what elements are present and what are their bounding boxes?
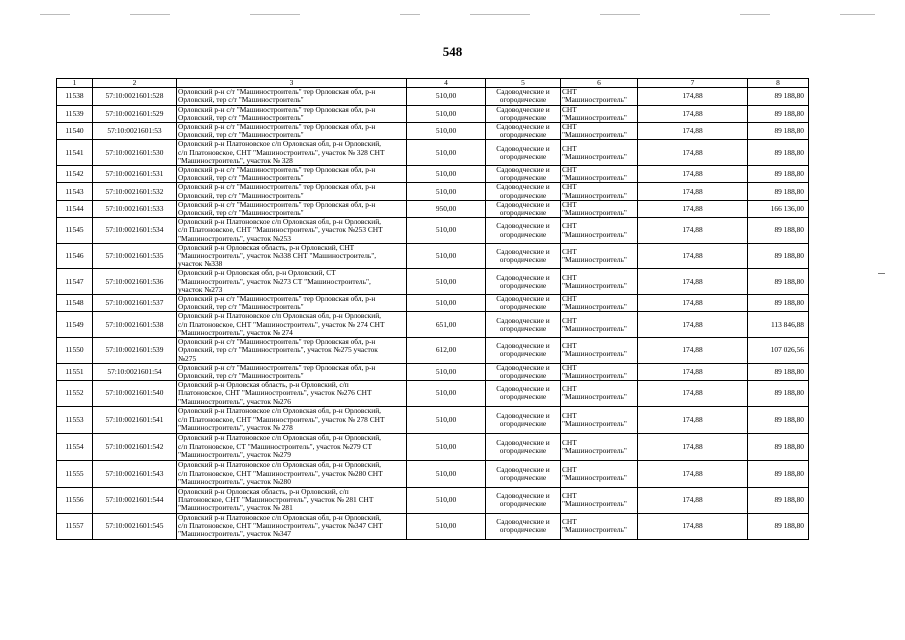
cadastral-number-cell: 57:10:0021601:534 xyxy=(93,218,177,244)
owner-cell: СНТ "Машиностроитель" xyxy=(561,460,638,487)
cadastral-rate-cell: 174,88 xyxy=(638,243,748,269)
cadastral-rate-cell: 174,88 xyxy=(638,200,748,217)
address-cell: Орловский р-н с/т "Машиностроитель" тер Орловская обл, р-н Орловский, тер с/т "Машиностроитель" xyxy=(177,105,407,122)
row-number-cell: 11545 xyxy=(57,218,93,244)
cadastral-number-cell: 57:10:0021601:541 xyxy=(93,406,177,433)
table-row xyxy=(57,295,809,312)
cadastral-rate-cell: 174,88 xyxy=(638,460,748,487)
column-header: 4 xyxy=(407,79,486,88)
cadastral-rate-cell: 174,88 xyxy=(638,487,748,513)
cadastral-rate-cell: 174,88 xyxy=(638,295,748,312)
area-cell: 651,00 xyxy=(407,312,486,338)
land-use-cell: Садоводческие и огородические xyxy=(486,200,561,217)
land-use-cell: Садоводческие и огородические xyxy=(486,269,561,295)
land-use-cell: Садоводческие и огородические xyxy=(486,218,561,244)
area-cell: 510,00 xyxy=(407,243,486,269)
cadastral-value-cell: 89 188,80 xyxy=(748,123,809,140)
row-number-cell: 11556 xyxy=(57,487,93,513)
owner-cell: СНТ "Машиностроитель" xyxy=(561,88,638,105)
cadastral-value-cell: 107 026,56 xyxy=(748,338,809,364)
scan-header-noise xyxy=(40,10,880,18)
address-cell: Орловский р-н с/т "Машиностроитель" тер Орловская обл, р-н Орловский, тер с/т "Машиностроитель" xyxy=(177,88,407,105)
table-row xyxy=(57,312,809,338)
cadastral-value-cell: 89 188,80 xyxy=(748,460,809,487)
area-cell: 510,00 xyxy=(407,513,486,539)
table-row xyxy=(57,433,809,460)
address-cell: Орловский р-н с/т "Машиностроитель" тер Орловская обл, р-н Орловский, тер с/т "Машиностроитель" xyxy=(177,166,407,183)
address-cell: Орловский р-н Орловская обл, р-н Орловский, СТ "Машиностроитель", участок №273 СТ "Машиностроитель", участок №273 xyxy=(177,269,407,295)
land-use-cell: Садоводческие и огородические xyxy=(486,363,561,380)
land-use-cell: Садоводческие и огородические xyxy=(486,460,561,487)
column-header: 6 xyxy=(561,79,638,88)
column-header: 8 xyxy=(748,79,809,88)
land-use-cell: Садоводческие и огородические xyxy=(486,487,561,513)
owner-cell: СНТ "Машиностроитель" xyxy=(561,166,638,183)
land-use-cell: Садоводческие и огородические xyxy=(486,88,561,105)
table-row xyxy=(57,183,809,200)
cadastral-value-cell: 89 188,80 xyxy=(748,406,809,433)
owner-cell: СНТ "Машиностроитель" xyxy=(561,140,638,166)
cadastral-value-cell: 89 188,80 xyxy=(748,433,809,460)
row-number-cell: 11549 xyxy=(57,312,93,338)
address-cell: Орловский р-н с/т "Машиностроитель" тер Орловская обл, р-н Орловский, тер с/т "Машиностроитель", участок №275 участок №275 xyxy=(177,338,407,364)
owner-cell: СНТ "Машиностроитель" xyxy=(561,183,638,200)
column-header: 3 xyxy=(177,79,407,88)
address-cell: Орловский р-н с/т "Машиностроитель" тер Орловская обл, р-н Орловский, тер с/т "Машиностроитель" xyxy=(177,295,407,312)
cadastral-value-cell: 89 188,80 xyxy=(748,243,809,269)
cadastral-value-cell: 89 188,80 xyxy=(748,269,809,295)
land-use-cell: Садоводческие и огородические xyxy=(486,166,561,183)
cadastral-rate-cell: 174,88 xyxy=(638,338,748,364)
row-number-cell: 11557 xyxy=(57,513,93,539)
owner-cell: СНТ "Машиностроитель" xyxy=(561,123,638,140)
cadastral-number-cell: 57:10:0021601:545 xyxy=(93,513,177,539)
table-row xyxy=(57,338,809,364)
address-cell: Орловский р-н Платоновское с/п Орловская обл, р-н Орловский, с/п Платоновское, СНТ "Машиностроитель", участок № 278 СНТ "Машиностроитель", участок № 278 xyxy=(177,406,407,433)
land-use-cell: Садоводческие и огородические xyxy=(486,140,561,166)
table-row xyxy=(57,88,809,105)
cadastral-rate-cell: 174,88 xyxy=(638,183,748,200)
table-row xyxy=(57,487,809,513)
cadastral-rate-cell: 174,88 xyxy=(638,140,748,166)
owner-cell: СНТ "Машиностроитель" xyxy=(561,295,638,312)
row-number-cell: 11538 xyxy=(57,88,93,105)
row-number-cell: 11548 xyxy=(57,295,93,312)
land-use-cell: Садоводческие и огородические xyxy=(486,123,561,140)
owner-cell: СНТ "Машиностроитель" xyxy=(561,433,638,460)
row-number-cell: 11544 xyxy=(57,200,93,217)
area-cell: 612,00 xyxy=(407,338,486,364)
cadastral-value-cell: 89 188,80 xyxy=(748,218,809,244)
cadastral-rate-cell: 174,88 xyxy=(638,166,748,183)
land-use-cell: Садоводческие и огородические xyxy=(486,338,561,364)
cadastral-number-cell: 57:10:0021601:540 xyxy=(93,381,177,407)
area-cell: 510,00 xyxy=(407,295,486,312)
owner-cell: СНТ "Машиностроитель" xyxy=(561,406,638,433)
area-cell: 510,00 xyxy=(407,363,486,380)
table-row xyxy=(57,269,809,295)
row-number-cell: 11546 xyxy=(57,243,93,269)
cadastral-value-cell: 89 188,80 xyxy=(748,295,809,312)
area-cell: 510,00 xyxy=(407,166,486,183)
owner-cell: СНТ "Машиностроитель" xyxy=(561,200,638,217)
cadastral-number-cell: 57:10:0021601:530 xyxy=(93,140,177,166)
area-cell: 510,00 xyxy=(407,487,486,513)
cadastral-number-cell: 57:10:0021601:542 xyxy=(93,433,177,460)
address-cell: Орловский р-н Орловская область, р-н Орловский, с/п Платоновское, СНТ "Машиностроитель", участок № 281 СНТ "Машиностроитель", участок № 281 xyxy=(177,487,407,513)
land-use-cell: Садоводческие и огородические xyxy=(486,183,561,200)
cadastral-rate-cell: 174,88 xyxy=(638,381,748,407)
cadastral-rate-cell: 174,88 xyxy=(638,105,748,122)
table-row xyxy=(57,243,809,269)
owner-cell: СНТ "Машиностроитель" xyxy=(561,381,638,407)
area-cell: 510,00 xyxy=(407,183,486,200)
table-row xyxy=(57,166,809,183)
area-cell: 510,00 xyxy=(407,88,486,105)
cadastral-number-cell: 57:10:0021601:543 xyxy=(93,460,177,487)
land-use-cell: Садоводческие и огородические xyxy=(486,381,561,407)
cadastral-number-cell: 57:10:0021601:529 xyxy=(93,105,177,122)
area-cell: 510,00 xyxy=(407,269,486,295)
area-cell: 510,00 xyxy=(407,381,486,407)
page-number: 548 xyxy=(442,44,463,59)
cadastral-value-cell: 89 188,80 xyxy=(748,381,809,407)
owner-cell: СНТ "Машиностроитель" xyxy=(561,269,638,295)
row-number-cell: 11552 xyxy=(57,381,93,407)
cadastral-value-cell: 89 188,80 xyxy=(748,166,809,183)
table-row xyxy=(57,381,809,407)
cadastral-number-cell: 57:10:0021601:531 xyxy=(93,166,177,183)
address-cell: Орловский р-н с/т "Машиностроитель" тер Орловская обл, р-н Орловский, тер с/т "Машиностроитель" xyxy=(177,363,407,380)
address-cell: Орловский р-н с/т "Машиностроитель" тер Орловская обл, р-н Орловский, тер с/т "Машиностроитель" xyxy=(177,200,407,217)
row-number-cell: 11539 xyxy=(57,105,93,122)
address-cell: Орловский р-н Платоновское с/п Орловская обл, р-н Орловский, с/п Платоновское, СТ "Машиностроитель", участок №279 СТ "Машиностроитель", участок №279 xyxy=(177,433,407,460)
cadastral-rate-cell: 174,88 xyxy=(638,312,748,338)
row-number-cell: 11553 xyxy=(57,406,93,433)
cadastral-rate-cell: 174,88 xyxy=(638,513,748,539)
column-number-row xyxy=(57,79,809,88)
area-cell: 510,00 xyxy=(407,218,486,244)
column-header: 1 xyxy=(57,79,93,88)
address-cell: Орловский р-н Платоновское с/п Орловская обл, р-н Орловский, с/п Платоновское, СНТ "Машиностроитель", участок №347 СНТ "Машиностроитель", участок №347 xyxy=(177,513,407,539)
scan-margin-mark xyxy=(878,273,885,274)
owner-cell: СНТ "Машиностроитель" xyxy=(561,243,638,269)
table-row xyxy=(57,140,809,166)
area-cell: 510,00 xyxy=(407,433,486,460)
land-use-cell: Садоводческие и огородические xyxy=(486,243,561,269)
owner-cell: СНТ "Машиностроитель" xyxy=(561,487,638,513)
cadastral-value-cell: 113 846,88 xyxy=(748,312,809,338)
cadastral-rate-cell: 174,88 xyxy=(638,406,748,433)
column-header: 7 xyxy=(638,79,748,88)
row-number-cell: 11550 xyxy=(57,338,93,364)
cadastral-number-cell: 57:10:0021601:533 xyxy=(93,200,177,217)
table-row xyxy=(57,460,809,487)
table-row xyxy=(57,200,809,217)
cadastral-number-cell: 57:10:0021601:53 xyxy=(93,123,177,140)
area-cell: 510,00 xyxy=(407,123,486,140)
cadastral-value-cell: 89 188,80 xyxy=(748,105,809,122)
owner-cell: СНТ "Машиностроитель" xyxy=(561,363,638,380)
row-number-cell: 11540 xyxy=(57,123,93,140)
cadastral-number-cell: 57:10:0021601:535 xyxy=(93,243,177,269)
cadastral-value-cell: 89 188,80 xyxy=(748,183,809,200)
table-body xyxy=(57,88,809,540)
address-cell: Орловский р-н с/т "Машиностроитель" тер Орловская обл, р-н Орловский, тер с/т "Машиностроитель" xyxy=(177,183,407,200)
owner-cell: СНТ "Машиностроитель" xyxy=(561,513,638,539)
cadastral-rate-cell: 174,88 xyxy=(638,433,748,460)
owner-cell: СНТ "Машиностроитель" xyxy=(561,338,638,364)
owner-cell: СНТ "Машиностроитель" xyxy=(561,312,638,338)
cadastral-rate-cell: 174,88 xyxy=(638,88,748,105)
cadastral-rate-cell: 174,88 xyxy=(638,123,748,140)
area-cell: 510,00 xyxy=(407,105,486,122)
row-number-cell: 11547 xyxy=(57,269,93,295)
area-cell: 510,00 xyxy=(407,460,486,487)
table-row xyxy=(57,513,809,539)
area-cell: 510,00 xyxy=(407,140,486,166)
land-plots-table xyxy=(56,78,809,540)
cadastral-number-cell: 57:10:0021601:539 xyxy=(93,338,177,364)
row-number-cell: 11541 xyxy=(57,140,93,166)
cadastral-number-cell: 57:10:0021601:538 xyxy=(93,312,177,338)
address-cell: Орловский р-н Орловская область, р-н Орловский, с/п Платоновское, СНТ "Машиностроитель", участок №276 СНТ "Машиностроитель", участок №276 xyxy=(177,381,407,407)
cadastral-value-cell: 89 188,80 xyxy=(748,513,809,539)
cadastral-number-cell: 57:10:0021601:537 xyxy=(93,295,177,312)
land-use-cell: Садоводческие и огородические xyxy=(486,312,561,338)
cadastral-rate-cell: 174,88 xyxy=(638,218,748,244)
table-row xyxy=(57,406,809,433)
cadastral-rate-cell: 174,88 xyxy=(638,269,748,295)
land-use-cell: Садоводческие и огородические xyxy=(486,406,561,433)
cadastral-number-cell: 57:10:0021601:536 xyxy=(93,269,177,295)
cadastral-number-cell: 57:10:0021601:528 xyxy=(93,88,177,105)
cadastral-value-cell: 166 136,00 xyxy=(748,200,809,217)
cadastral-value-cell: 89 188,80 xyxy=(748,363,809,380)
row-number-cell: 11555 xyxy=(57,460,93,487)
address-cell: Орловский р-н Платоновское с/п Орловская обл, р-н Орловский, с/п Платоновское, СНТ "Машиностроитель", участок №253 СНТ "Машиностроитель", участок №253 xyxy=(177,218,407,244)
cadastral-value-cell: 89 188,80 xyxy=(748,487,809,513)
address-cell: Орловский р-н Орловская область, р-н Орловский, СНТ "Машиностроитель", участок №338 СНТ "Машиностроитель", участок №338 xyxy=(177,243,407,269)
owner-cell: СНТ "Машиностроитель" xyxy=(561,105,638,122)
column-header: 5 xyxy=(486,79,561,88)
land-use-cell: Садоводческие и огородические xyxy=(486,513,561,539)
table-row xyxy=(57,105,809,122)
land-use-cell: Садоводческие и огородические xyxy=(486,295,561,312)
table-row xyxy=(57,123,809,140)
address-cell: Орловский р-н Платоновское с/п Орловская обл, р-н Орловский, с/п Платоновское, СНТ "Машиностроитель", участок № 274 СНТ "Машиностроитель", участок № 274 xyxy=(177,312,407,338)
cadastral-value-cell: 89 188,80 xyxy=(748,140,809,166)
row-number-cell: 11543 xyxy=(57,183,93,200)
cadastral-number-cell: 57:10:0021601:544 xyxy=(93,487,177,513)
area-cell: 950,00 xyxy=(407,200,486,217)
cadastral-value-cell: 89 188,80 xyxy=(748,88,809,105)
cadastral-number-cell: 57:10:0021601:54 xyxy=(93,363,177,380)
column-header: 2 xyxy=(93,79,177,88)
address-cell: Орловский р-н Платоновское с/п Орловская обл, р-н Орловский, с/п Платоновское, СНТ "Машиностроитель", участок №280 СНТ "Машиностроитель", участок №280 xyxy=(177,460,407,487)
owner-cell: СНТ "Машиностроитель" xyxy=(561,218,638,244)
table-row xyxy=(57,363,809,380)
row-number-cell: 11554 xyxy=(57,433,93,460)
land-use-cell: Садоводческие и огородические xyxy=(486,105,561,122)
row-number-cell: 11542 xyxy=(57,166,93,183)
address-cell: Орловский р-н Платоновское с/п Орловская обл, р-н Орловский, с/п Платоновское, СНТ "Машиностроитель", участок № 328 СНТ "Машиностроитель", участок № 328 xyxy=(177,140,407,166)
row-number-cell: 11551 xyxy=(57,363,93,380)
cadastral-number-cell: 57:10:0021601:532 xyxy=(93,183,177,200)
address-cell: Орловский р-н с/т "Машиностроитель" тер Орловская обл, р-н Орловский, тер с/т "Машиностроитель" xyxy=(177,123,407,140)
cadastral-rate-cell: 174,88 xyxy=(638,363,748,380)
table-row xyxy=(57,218,809,244)
land-use-cell: Садоводческие и огородические xyxy=(486,433,561,460)
area-cell: 510,00 xyxy=(407,406,486,433)
